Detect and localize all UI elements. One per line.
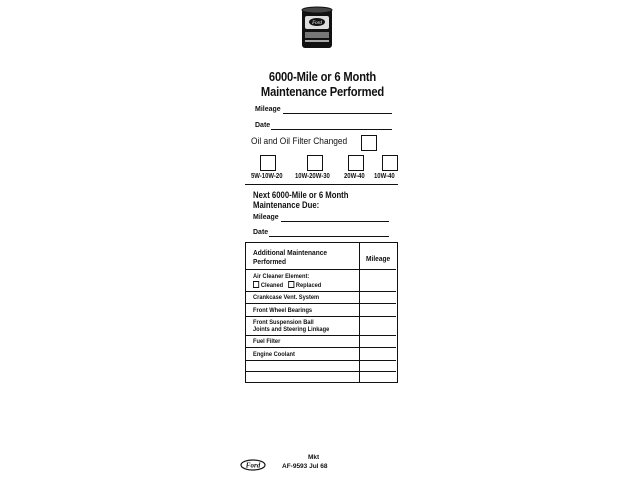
form-code: AF-9593 Jul 68 [282,463,328,470]
title-line-2: Maintenance Performed [260,84,385,99]
fuel-filter-label: Fuel Filter [253,338,281,345]
row-divider [246,371,396,372]
row-divider [246,291,396,292]
grade-checkbox-2[interactable] [307,155,323,171]
replaced-label: Replaced [295,282,322,289]
grade-label-2: 10W-20W-30 [295,173,330,180]
mileage-label: Mileage [255,106,281,113]
table-header-line-2: Performed [253,257,287,266]
grade-checkbox-3[interactable] [348,155,364,171]
grade-checkbox-4[interactable] [382,155,398,171]
date-field[interactable] [271,129,392,130]
maintenance-card [240,0,405,480]
replaced-checkbox[interactable] [288,281,294,288]
row-divider [246,335,396,336]
mileage-column-header: Mileage [366,254,391,263]
suspension-label-1: Front Suspension Ball [253,319,314,326]
ford-oval-logo [240,459,266,471]
title-line-1: 6000-Mile or 6 Month [268,69,377,84]
oil-can-icon [300,6,334,50]
next-date-field[interactable] [269,236,389,237]
oil-change-label: Oil and Oil Filter Changed [251,136,348,147]
additional-maintenance-table [245,242,398,383]
grade-label-1: 5W-10W-20 [251,173,283,180]
table-header-line-1: Additional Maintenance [253,248,328,257]
air-cleaner-options [253,281,321,290]
column-divider [359,243,360,382]
next-date-label: Date [253,229,269,236]
mkt-label: Mkt [308,454,320,461]
grade-label-3: 20W-40 [344,173,365,180]
crankcase-label: Crankcase Vent. System [253,294,320,301]
row-divider [246,316,396,317]
next-due-line-2: Maintenance Due: [253,200,320,210]
date-label: Date [255,122,271,129]
mileage-field[interactable] [283,113,392,114]
next-due-line-1: Next 6000-Mile or 6 Month [253,190,349,200]
oil-changed-checkbox[interactable] [361,135,377,151]
divider [245,184,398,185]
wheel-bearings-label: Front Wheel Bearings [253,307,313,314]
next-mileage-label: Mileage [253,214,279,221]
grade-checkbox-1[interactable] [260,155,276,171]
row-divider [246,347,396,348]
cleaned-label: Cleaned [260,282,284,289]
grade-label-4: 10W-40 [374,173,395,180]
row-divider [246,360,396,361]
air-cleaner-label: Air Cleaner Element: [253,273,310,280]
svg-text:Ford: Ford [312,21,322,26]
engine-coolant-label: Engine Coolant [253,351,295,358]
row-divider [246,269,396,270]
next-mileage-field[interactable] [281,221,389,222]
ford-logo-text: Ford [245,461,261,470]
suspension-label-2: Joints and Steering Linkage [253,326,330,333]
cleaned-checkbox[interactable] [253,281,259,288]
table-header [253,248,327,266]
row-divider [246,303,396,304]
